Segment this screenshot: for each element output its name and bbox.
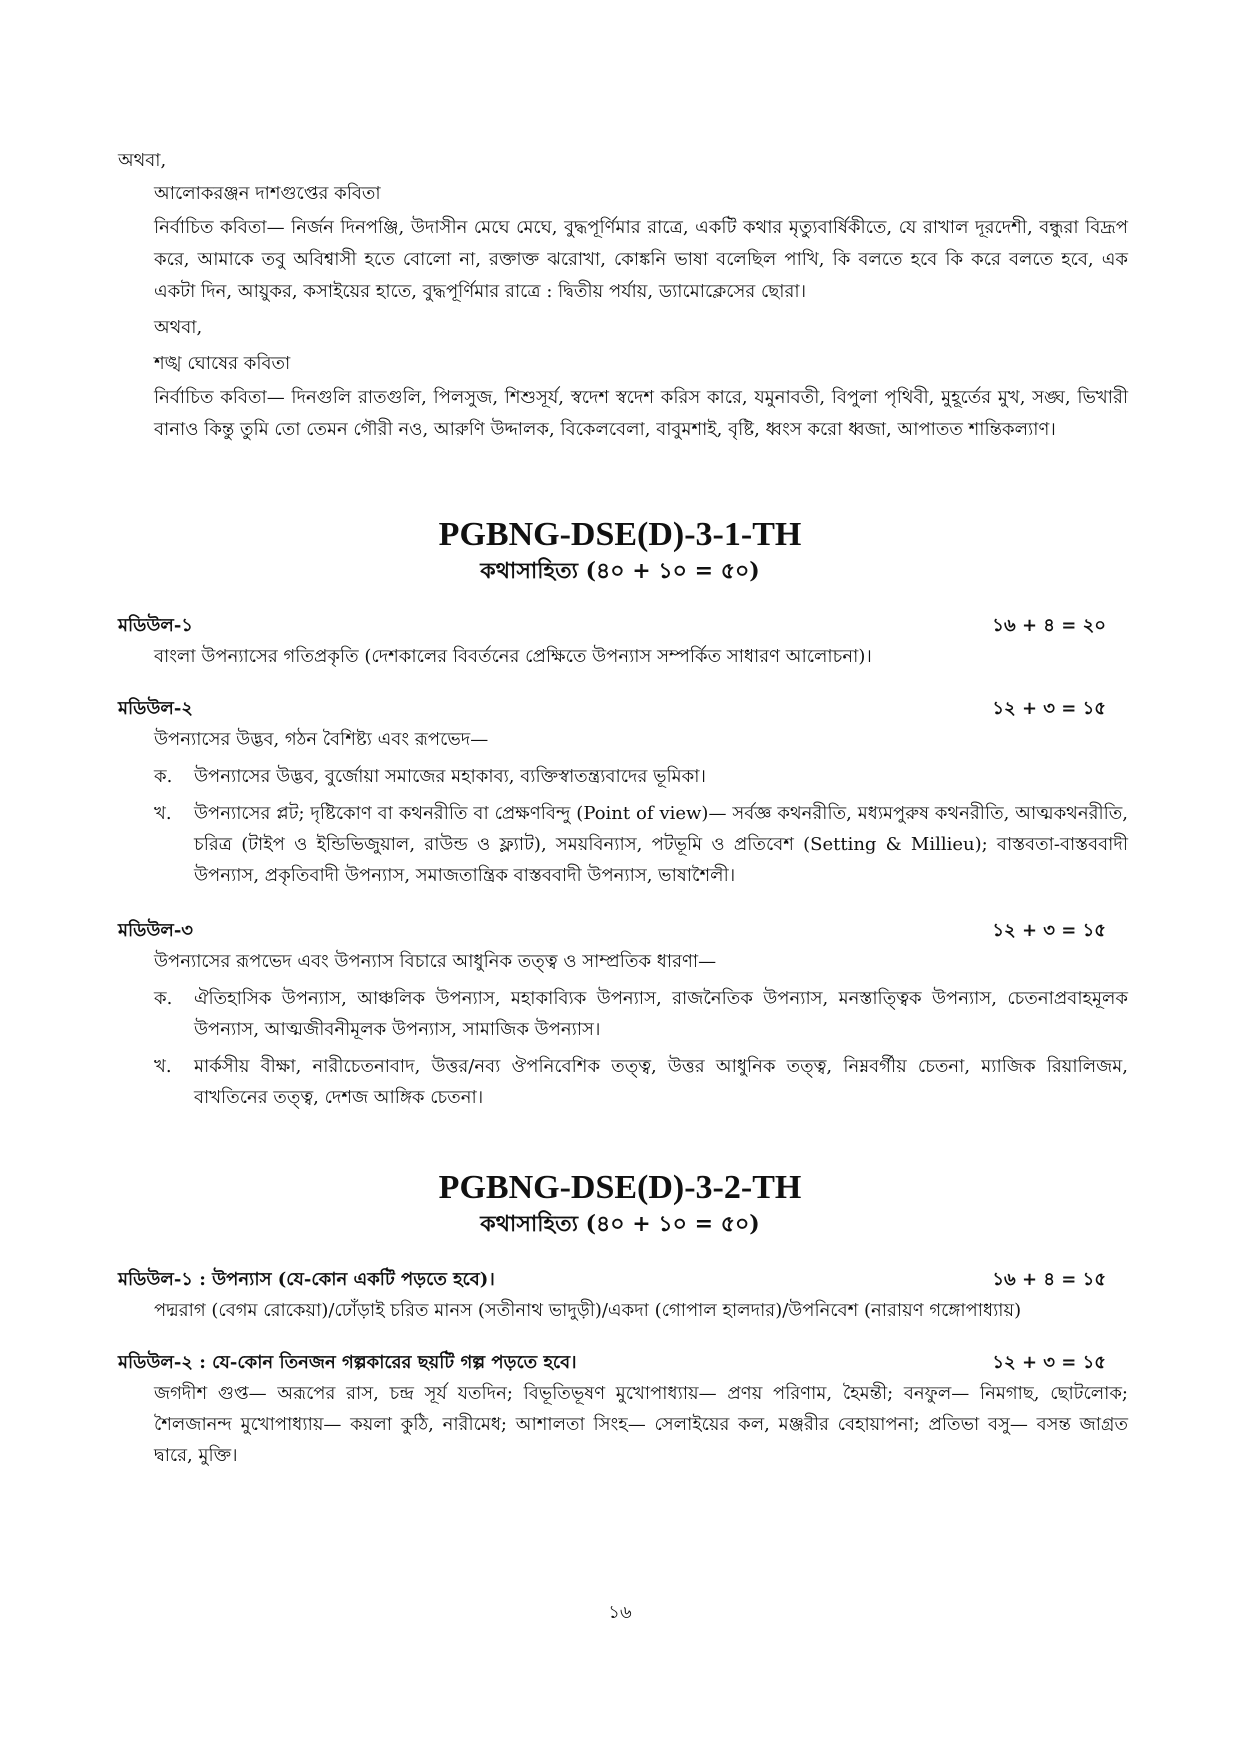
module-text: পদ্মরাগ (বেগম রোকেয়া)/ঢোঁড়াই চরিত মানস (সতীনাথ ভাদুড়ী)/একদা (গোপাল হালদার)/উপনিবেশ (নারায়ণ গঙ্গোপাধ্যায়) xyxy=(154,1300,1022,1321)
module-text: বাংলা উপন্যাসের গতিপ্রকৃতি (দেশকালের বিবর্তনের প্রেক্ষিতে উপন্যাস সম্পর্কিত সাধারণ আলোচনা)। xyxy=(154,646,872,667)
module-score: ১২ + ৩ = ১৫ xyxy=(992,920,1106,941)
item-marker: খ. xyxy=(154,1056,172,1077)
item-text: মার্কসীয় বীক্ষা, নারীচেতনাবাদ, উত্তর/নব্য ঔপনিবেশিক তত্ত্ব, উত্তর আধুনিক তত্ত্ব, নিম্নবর্গীয় চেতনা, ম্যাজিক রিয়ালিজম, বাখতিনের তত্ত্ব, দেশজ আঙ্গিক চেতনা। xyxy=(194,1056,1128,1108)
module-text: জগদীশ গুপ্ত— অরূপের রাস, চন্দ্র সূর্য যতদিন; বিভূতিভূষণ মুখোপাধ্যায়— প্রণয় পরিণাম, হৈমন্তী; বনফুল— নিমগাছ, ছোটলোক; শৈলজানন্দ মুখোপাধ্যায়— কয়লা কুঠি, নারীমেধ; আশালতা সিংহ— সেলাইয়ের কল, মঞ্জরীর বেহায়াপনা; প্রতিভা বসু— বসন্ত জাগ্রত দ্বারে, মুক্তি। xyxy=(154,1383,1128,1466)
course1-subtitle: কথাসাহিত্য (৪০ + ১০ = ৫০) xyxy=(480,558,760,584)
module-score: ১২ + ৩ = ১৫ xyxy=(992,1352,1106,1373)
course2-subtitle: কথাসাহিত্য (৪০ + ১০ = ৫০) xyxy=(480,1211,760,1237)
list-item xyxy=(154,1051,1128,1113)
course2-header xyxy=(0,1168,1240,1240)
module-header xyxy=(118,1347,1128,1378)
module-header xyxy=(118,915,1128,946)
item-marker: খ. xyxy=(154,803,172,824)
poet1-heading: আলোকরঞ্জন দাশগুপ্তের কবিতা xyxy=(154,183,381,204)
module-header xyxy=(118,610,1128,641)
module-score: ১৬ + ৪ = ১৫ xyxy=(992,1269,1106,1290)
module-title: মডিউল-২ : যে-কোন তিনজন গল্পকারের ছয়টি গল্প পড়তে হবে। xyxy=(118,1352,577,1373)
course1-code: PGBNG-DSE(D)-3-1-TH xyxy=(438,516,802,553)
list-item xyxy=(154,798,1128,891)
module-score: ১২ + ৩ = ১৫ xyxy=(992,698,1106,719)
course1-module2 xyxy=(118,693,1128,891)
poet1-poems: নির্বাচিত কবিতা— নির্জন দিনপঞ্জি, উদাসীন মেঘে মেঘে, বুদ্ধপূর্ণিমার রাত্রে, একটি কথার মৃত্যুবার্ষিকীতে, যে রাখাল দূরদেশী, বন্ধুরা বিদ্রূপ করে, আমাকে তবু অবিশ্বাসী হতে বোলো না, রক্তাক্ত ঝরোখা, কোঙ্কনি ভাষা বলেছিল পাখি, কি বলতে হবে কি করে বলতে হবে, এক একটা দিন, আয়ুকর, কসাইয়ের হাতে, বুদ্ধপূর্ণিমার রাত্রে : দ্বিতীয় পর্যায়, ড্যামোক্লেসের ছোরা। xyxy=(154,217,1128,302)
or-label: অথবা, xyxy=(118,150,167,171)
item-text: উপন্যাসের উদ্ভব, বুর্জোয়া সমাজের মহাকাব্য, ব্যক্তিস্বাতন্ত্র্যবাদের ভূমিকা। xyxy=(194,766,706,787)
item-text: উপন্যাসের প্লট; দৃষ্টিকোণ বা কথনরীতি বা প্রেক্ষণবিন্দু (Point of view)— সর্বজ্ঞ কথনরীতি, মধ্যমপুরুষ কথনরীতি, আত্মকথনরীতি, চরিত্র (টাইপ ও ইন্ডিভিজুয়াল, রাউন্ড ও ফ্ল্যাট), সময়বিন্যাস, পটভূমি ও প্রতিবেশ (Setting & Millieu); বাস্তবতা-বাস্তববাদী উপন্যাস, প্রকৃতিবাদী উপন্যাস, সমাজতান্ত্রিক বাস্তববাদী উপন্যাস, ভাষাশৈলী। xyxy=(194,803,1128,886)
course1-header xyxy=(0,515,1240,587)
course2-code: PGBNG-DSE(D)-3-2-TH xyxy=(438,1169,802,1206)
course2-module1 xyxy=(118,1264,1128,1326)
module-score: ১৬ + ৪ = ২০ xyxy=(992,615,1106,636)
course1-module1 xyxy=(118,610,1128,672)
or-label-2: অথবা, xyxy=(154,317,203,338)
module-title: মডিউল-১ xyxy=(118,615,193,636)
poetry-options-body xyxy=(118,178,1128,446)
module-header xyxy=(118,1264,1128,1295)
poet2-poems: নির্বাচিত কবিতা— দিনগুলি রাতগুলি, পিলসুজ, শিশুসূর্য, স্বদেশ স্বদেশ করিস কারে, যমুনাবতী, বিপুলা পৃথিবী, মুহূর্তের মুখ, সঙ্ঘ, ভিখারী বানাও কিন্তু তুমি তো তেমন গৌরী নও, আরুণি উদ্দালক, বিকেলবেলা, বাবুমশাই, বৃষ্টি, ধ্বংস করো ধ্বজা, আপাতত শান্তিকল্যাণ। xyxy=(154,387,1128,440)
module-intro: উপন্যাসের উদ্ভব, গঠন বৈশিষ্ট্য এবং রূপভেদ— xyxy=(154,729,489,750)
poet2-heading: শঙ্খ ঘোষের কবিতা xyxy=(154,353,291,374)
course1-module3 xyxy=(118,915,1128,1113)
course2-module2 xyxy=(118,1347,1128,1471)
item-marker: ক. xyxy=(154,766,173,787)
list-item xyxy=(154,983,1128,1045)
list-item xyxy=(154,761,1128,792)
poetry-options-section xyxy=(118,146,1128,448)
module-title: মডিউল-১ : উপন্যাস (যে-কোন একটি পড়তে হবে)। xyxy=(118,1269,495,1290)
module-body xyxy=(118,724,1128,891)
item-text: ঐতিহাসিক উপন্যাস, আঞ্চলিক উপন্যাস, মহাকাব্যিক উপন্যাস, রাজনৈতিক উপন্যাস, মনস্তাত্ত্বিক উপন্যাস, চেতনাপ্রবাহমূলক উপন্যাস, আত্মজীবনীমূলক উপন্যাস, সামাজিক উপন্যাস। xyxy=(194,988,1128,1040)
module-intro: উপন্যাসের রূপভেদ এবং উপন্যাস বিচারে আধুনিক তত্ত্ব ও সাম্প্রতিক ধারণা— xyxy=(154,951,717,972)
module-title: মডিউল-৩ xyxy=(118,920,193,941)
module-body xyxy=(118,946,1128,1113)
page-number: ১৬ xyxy=(608,1602,632,1623)
module-title: মডিউল-২ xyxy=(118,698,193,719)
item-marker: ক. xyxy=(154,988,173,1009)
module-header xyxy=(118,693,1128,724)
